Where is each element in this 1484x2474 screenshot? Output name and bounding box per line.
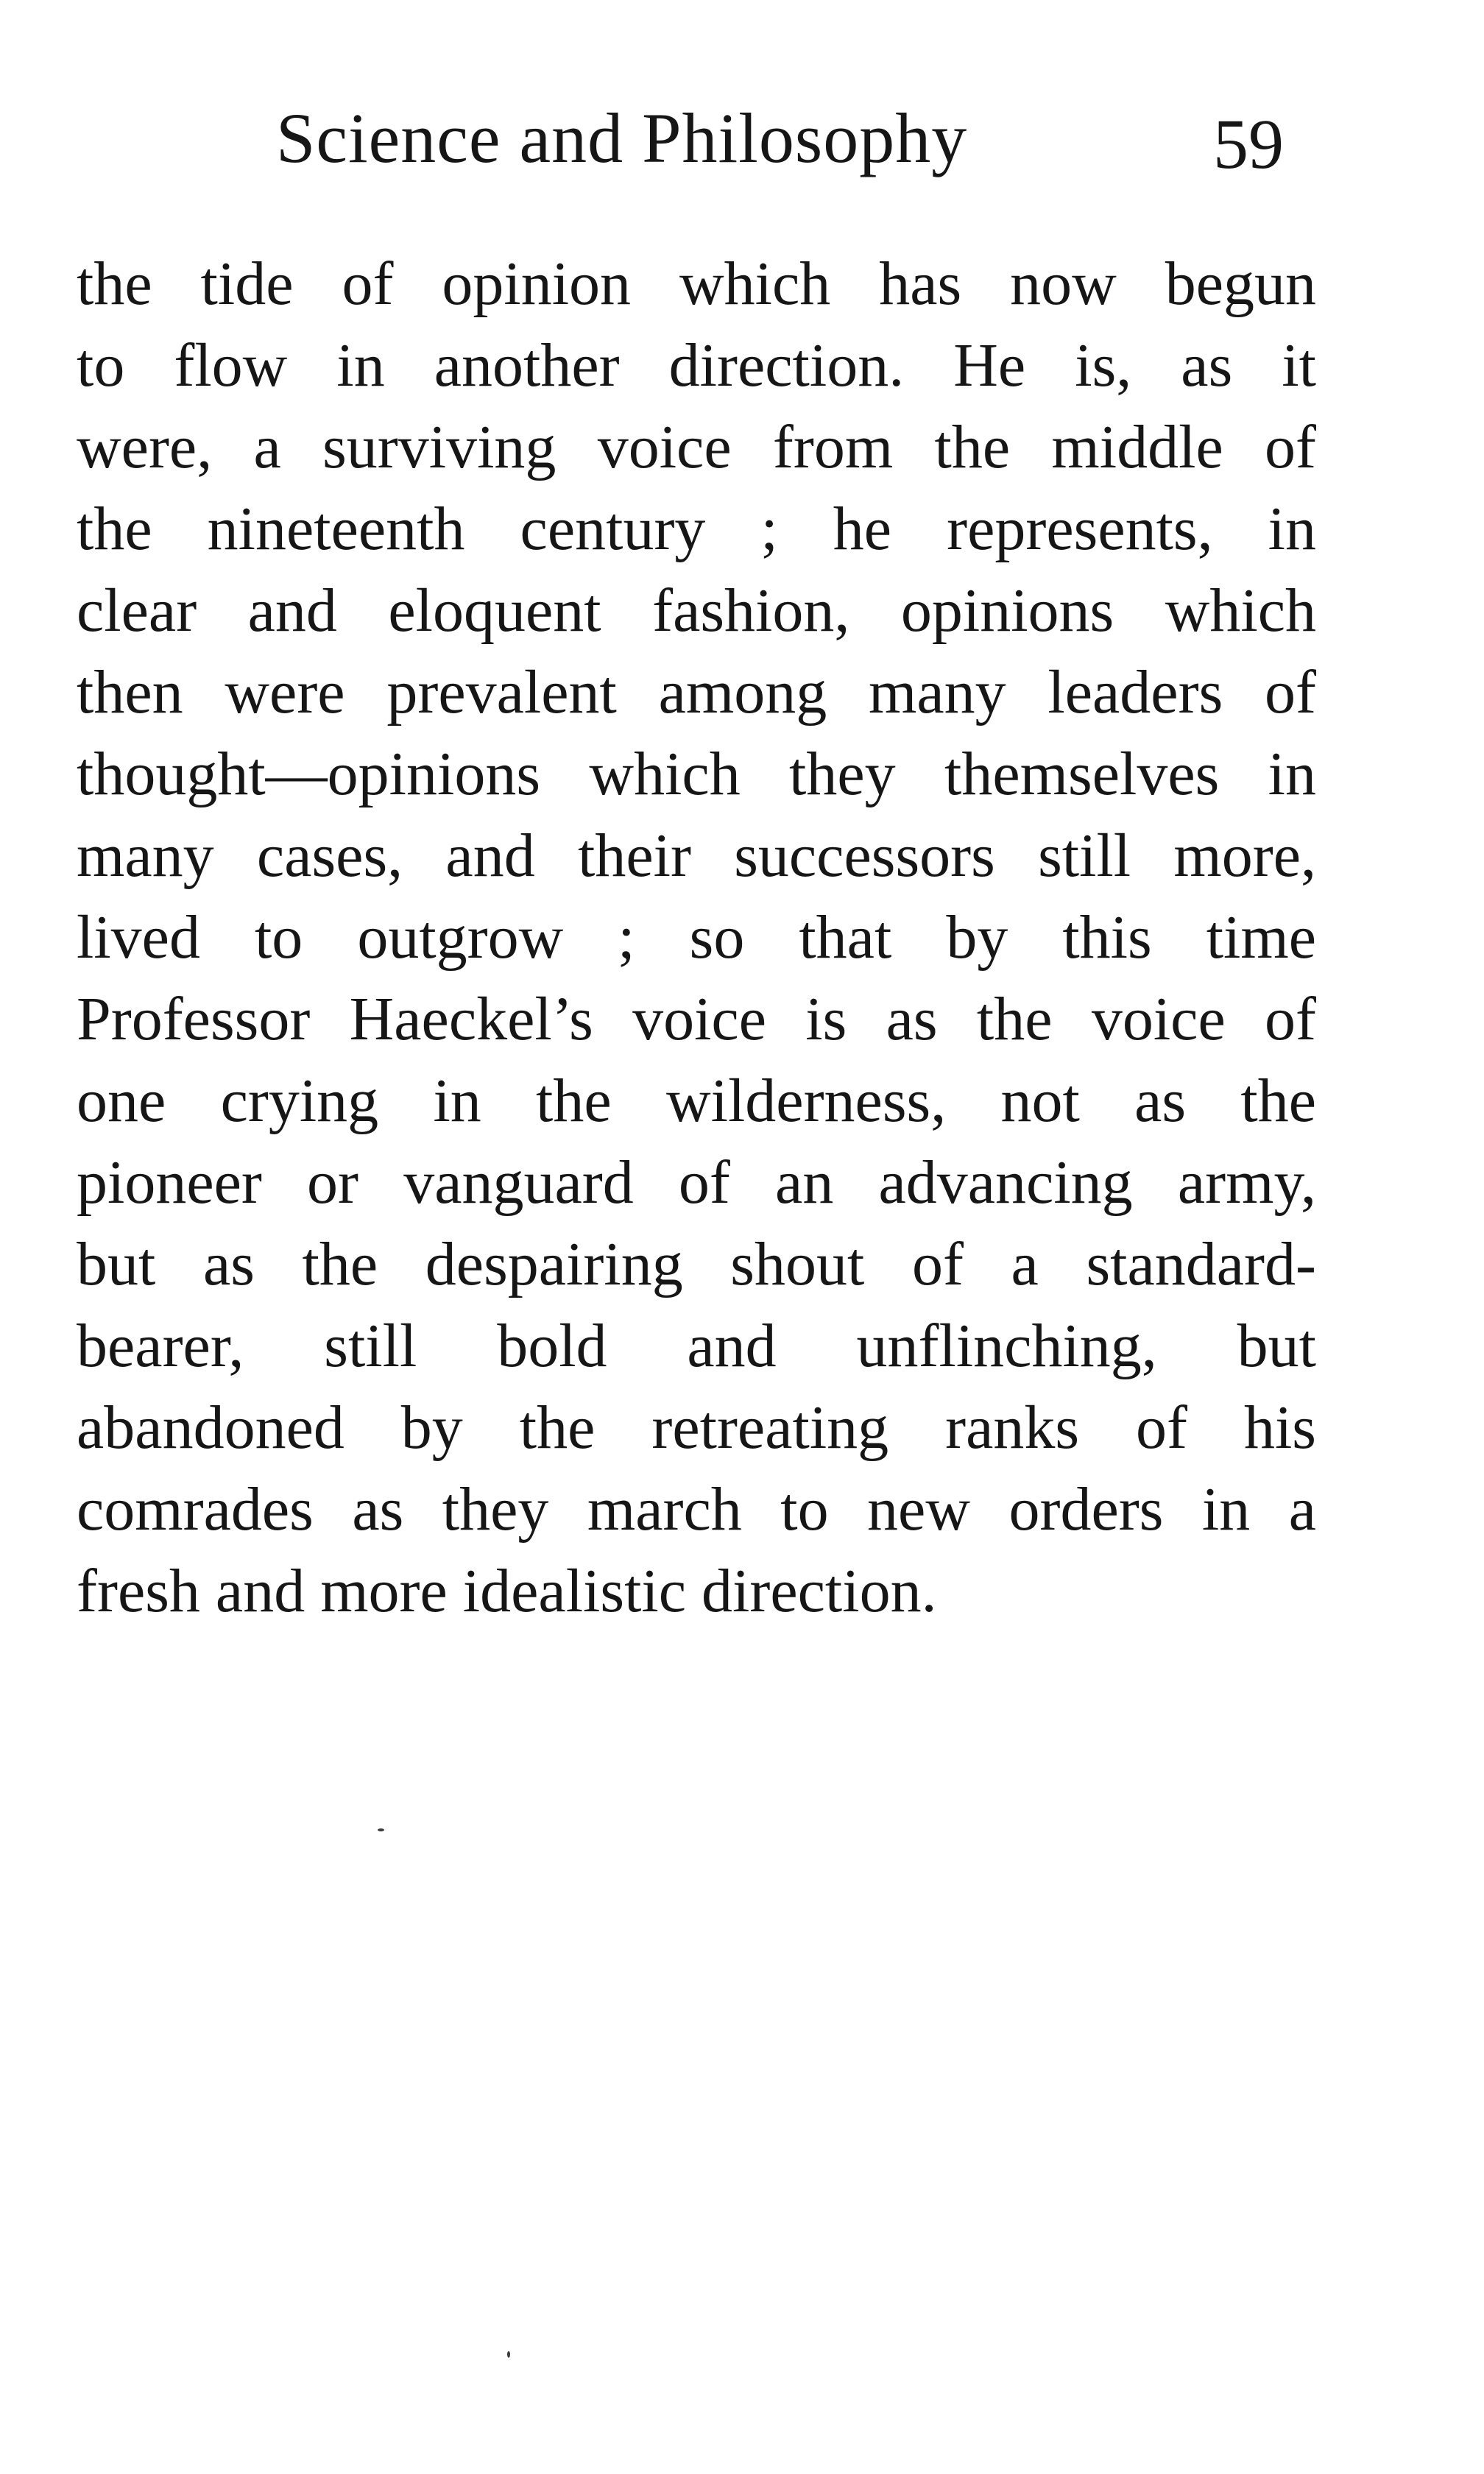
text-line: but as the despairing shout of a standard- [77, 1230, 1316, 1298]
text-line: pioneer or vanguard of an advancing army, [77, 1148, 1316, 1217]
text-line: then were prevalent among many leaders of [77, 658, 1316, 727]
text-line: the tide of opinion which has now begun [77, 250, 1316, 318]
text-line: one crying in the wilderness, not as the [77, 1067, 1316, 1135]
text-line: to flow in another direction. He is, as it [77, 331, 1316, 400]
text-line: thought—opinions which they themselves in [77, 740, 1316, 808]
page-number: 59 [1213, 105, 1284, 183]
text-line: lived to outgrow ; so that by this time [77, 903, 1316, 972]
text-line: clear and eloquent fashion, opinions which [77, 576, 1316, 645]
text-line: many cases, and their successors still more, [77, 821, 1316, 890]
body-paragraph [77, 243, 1316, 1632]
text-line-last: fresh and more idealistic direction. [77, 1557, 937, 1625]
text-line: bearer, still bold and unflinching, but [77, 1312, 1316, 1380]
text-line: the nineteenth century ; he represents, in [77, 495, 1316, 563]
text-line: comrades as they march to new orders in a [77, 1475, 1316, 1544]
scan-speck [378, 1828, 384, 1831]
text-line: abandoned by the retreating ranks of his [77, 1393, 1316, 1462]
text-line: were, a surviving voice from the middle of [77, 413, 1316, 481]
running-title: Science and Philosophy [276, 99, 968, 177]
scan-speck [507, 2351, 510, 2358]
text-line: Professor Haeckel’s voice is as the voice of [77, 985, 1316, 1053]
